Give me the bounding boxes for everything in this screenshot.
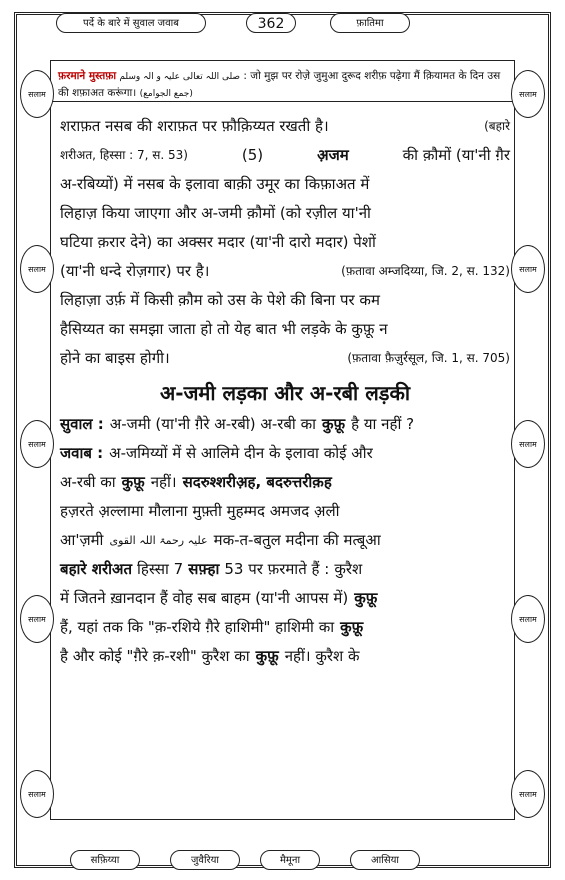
side-medal: सलाम (511, 245, 545, 293)
answer-label: जवाब : (60, 444, 104, 462)
side-medal: सलाम (20, 70, 54, 118)
side-medal: सलाम (511, 420, 545, 468)
text-segment: हज़रते अ़ल्लामा मौलाना मुफ़्ती मुहम्मद अमजद अ़ली (60, 502, 340, 520)
text-segment: अ-जमिय्यों में से आलिमे दीन के इलावा कोई और (109, 444, 373, 462)
text-segment: (या'नी धन्दे रोज़गार) पर है। (60, 262, 210, 280)
text-segment-bold: कुफ़ू (322, 415, 346, 433)
text-line (60, 344, 510, 373)
page-number: 362 (246, 13, 296, 33)
text-segment: अ-रबिय्यों) में नसब के इलावा बाक़ी उमूर का किफ़ाअत में (60, 175, 370, 193)
text-segment: अ-जमी (या'नी ग़ैरे अ-रबी) अ-रबी का (109, 415, 316, 433)
citation: (फ़तावा अम्जदिय्या, जि. 2, स. 132) (341, 264, 510, 278)
top-bar-title: पर्दे के बारे में सुवाल जवाब (56, 13, 206, 33)
text-segment-bold: सफ़्हा (188, 560, 220, 578)
text-line (60, 555, 510, 584)
side-medal: सलाम (511, 595, 545, 643)
text-segment: अ-रबी का (60, 473, 116, 491)
header-note-text: : जो मुझ पर रोज़े जुमुआ दुरूद शरीफ़ पढ़ेगा मैं क़ियामत के दिन उस की शफ़ाअत करूंगा। (58, 70, 501, 99)
text-segment: 53 पर फ़रमाते हैं : (224, 560, 330, 578)
text-segment: में जितने ख़ानदान हैं वोह सब बाहम (या'नी आपस में) (60, 589, 349, 607)
text-segment: आ'ज़मी (60, 531, 104, 549)
text-line (60, 468, 510, 497)
citation: शरीअत, हिस्सा : 7, स. 53) (60, 148, 188, 162)
body-text (60, 112, 510, 671)
top-bar-right-label: फ़ातिमा (330, 13, 410, 33)
answer-line (60, 439, 510, 468)
text-line (60, 112, 510, 141)
bottom-label: सफ़िय्या (70, 850, 140, 870)
bottom-label: आसिया (350, 850, 420, 870)
text-segment: है या नहीं ? (351, 415, 415, 433)
question-line (60, 410, 510, 439)
bottom-label: मैमूना (260, 850, 320, 870)
header-note-source: (جمع الجوامع) (139, 89, 193, 99)
text-line (60, 315, 510, 344)
arabic-honorific: علیہ رحمۃ اللہ القوی (109, 534, 208, 547)
text-line (60, 199, 510, 228)
side-medal: सलाम (511, 770, 545, 818)
text-line (60, 613, 510, 642)
header-note-label: फ़रमाने मुस्तफ़ा (58, 70, 117, 82)
text-segment-bold: कुफ़ू (121, 473, 145, 491)
text-segment: लिहाज़ किया जाएगा और अ-जमी क़ौमों (को रज़ील या'नी (60, 204, 371, 222)
text-line (60, 497, 510, 526)
side-medal: सलाम (511, 70, 545, 118)
side-medal: सलाम (20, 770, 54, 818)
text-segment: मक-त-बतुल मदीना की मत्बूआ (213, 531, 381, 549)
text-line (60, 526, 510, 555)
text-segment: होने का बाइस होगी। (60, 349, 170, 367)
text-segment-bold: कुफ़ू (255, 647, 279, 665)
text-segment: है और कोई "ग़ैरे क़-रशी" कुरैश का (60, 647, 250, 665)
text-segment-bold: कुफ़ू (340, 618, 364, 636)
text-segment: (5) (241, 146, 264, 164)
text-segment: हैं, यहां तक कि "क़-रशिये ग़ैरे हाशिमी" हाशिमी का (60, 618, 335, 636)
side-medal: सलाम (20, 420, 54, 468)
text-line (60, 170, 510, 199)
header-note-arabic: صلی اللہ تعالی علیہ و الہ وسلم (119, 72, 241, 82)
text-segment-bold: कुफ़ू (354, 589, 378, 607)
text-segment: घटिया क़रार देने) का अक्सर मदार (या'नी दारो मदार) पेशों (60, 233, 376, 251)
text-segment: हैसिय्यत का समझा जाता हो तो येह बात भी लड़के के कुफ़ू न (60, 320, 388, 338)
bottom-label: जुवैरिया (170, 850, 240, 870)
text-line (60, 257, 510, 286)
text-segment: (बहारे (484, 119, 510, 133)
side-medal: सलाम (20, 245, 54, 293)
text-segment: की क़ौमों (या'नी ग़ैर (402, 146, 510, 164)
side-medal: सलाम (20, 595, 54, 643)
text-segment: नहीं। कुरैश के (284, 647, 360, 665)
text-line (60, 141, 510, 170)
section-heading: अ-जमी लड़का और अ-रबी लड़की (159, 381, 410, 405)
text-segment: नहीं। (150, 473, 177, 491)
text-segment: कुरैश (334, 560, 363, 578)
text-segment-bold: बहारे शरीअत (60, 560, 133, 578)
question-label: सुवाल : (60, 415, 104, 433)
text-segment-bold: अ़जम (317, 146, 349, 164)
text-segment: लिहाज़ा उर्फ़ में किसी क़ौम को उस के पेशे की बिना पर कम (60, 291, 380, 309)
text-segment-bold: सदरुश्शरीअ़ह, बदरुत्तरीक़ह (182, 473, 332, 491)
text-line (60, 286, 510, 315)
text-line (60, 228, 510, 257)
header-note (52, 66, 513, 102)
text-segment: हिस्सा 7 (137, 560, 184, 578)
text-line (60, 584, 510, 613)
text-segment: शराफ़त नसब की शराफ़त पर फ़ौक़िय्यत रखती है। (60, 117, 329, 135)
text-line (60, 642, 510, 671)
citation: (फ़तावा फ़ैज़ुर्रसूल, जि. 1, स. 705) (347, 351, 510, 365)
